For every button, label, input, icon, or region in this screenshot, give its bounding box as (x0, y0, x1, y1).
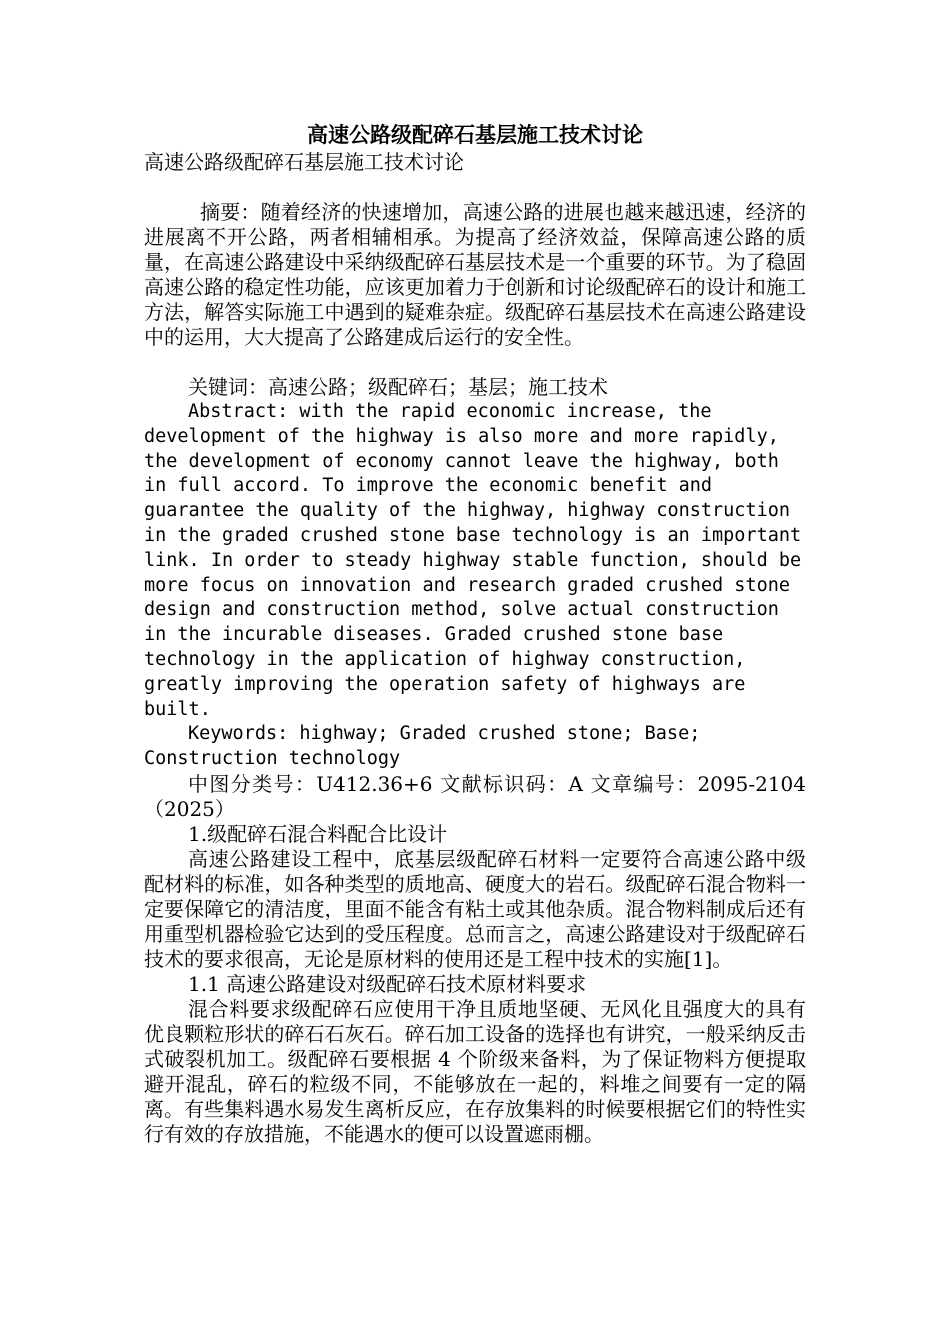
spacer (144, 175, 806, 200)
document-title: 高速公路级配碎石基层施工技术讨论 (307, 122, 643, 147)
section-1-heading: 1.级配碎石混合料配合比设计 (188, 821, 448, 846)
section-1-1-body: 混合料要求级配碎石应使用干净且质地坚硬、无风化且强度大的具有优良颗粒形状的碎石石灰石。碎石加工设备的选择也有讲究，一般采纳反击式破裂机加工。级配碎石要根据 4 个阶级来备料，为了保证物料方便提取避开混乱，碎石的粒级不同，不能够放在一起的，料堆之间要有一定的隔离。有些集料遇水易发生离析反应，在存放集料的时候要根据它们的特性实行有效的存放措施，不能遇水的便可以设置遮雨棚。 (144, 996, 806, 1146)
spacer (144, 350, 806, 375)
keywords-cn: 关键词：高速公路；级配碎石；基层；施工技术 (188, 375, 608, 399)
document-page (144, 120, 806, 1147)
section-1-body: 高速公路建设工程中，底基层级配碎石材料一定要符合高速公路中级配材料的标准，如各种类型的质地高、硬度大的岩石。级配碎石混合物料一定要保障它的清洁度，里面不能含有粘土或其他杂质。混合物料制成后还有用重型机器检验它达到的受压程度。总而言之，高速公路建设对于级配碎石技术的要求很高，无论是原材料的使用还是工程中技术的实施[1]。 (144, 846, 806, 971)
classification-line: 中图分类号：U412.36+6 文献标识码：A 文章编号：2095-2104（2025） (144, 771, 806, 821)
abstract-cn: 摘要：随着经济的快速增加，高速公路的进展也越来越迅速，经济的进展离不开公路，两者相辅相承。为提高了经济效益，保障高速公路的质量，在高速公路建设中采纳级配碎石基层技术是一个重要的环节。为了稳固高速公路的稳定性功能，应该更加着力于创新和讨论级配碎石的设计和施工方法，解答实际施工中遇到的疑难杂症。级配碎石基层技术在高速公路建设中的运用，大大提高了公路建成后运行的安全性。 (144, 200, 806, 349)
keywords-en: Keywords: highway; Graded crushed stone; Base; Construction technology (144, 723, 701, 770)
document-subtitle: 高速公路级配碎石基层施工技术讨论 (144, 150, 464, 174)
abstract-en: Abstract: with the rapid economic increase, the development of the highway is also more and more rapidly, the development of economy cannot leave the highway, both in full accord. To improve the economic benefit and guarantee the quality of the highway, highway construction in the graded crushed stone base technology is an important link. In order to steady highway stable function, should be more focus on innovation and research graded crushed stone design and construction method, solve actual construction in the incurable diseases. Graded crushed stone base technology in the application of highway construction, greatly improving the operation safety of highways are built. (144, 401, 802, 720)
section-1-1-heading: 1.1 高速公路建设对级配碎石技术原材料要求 (188, 971, 587, 996)
